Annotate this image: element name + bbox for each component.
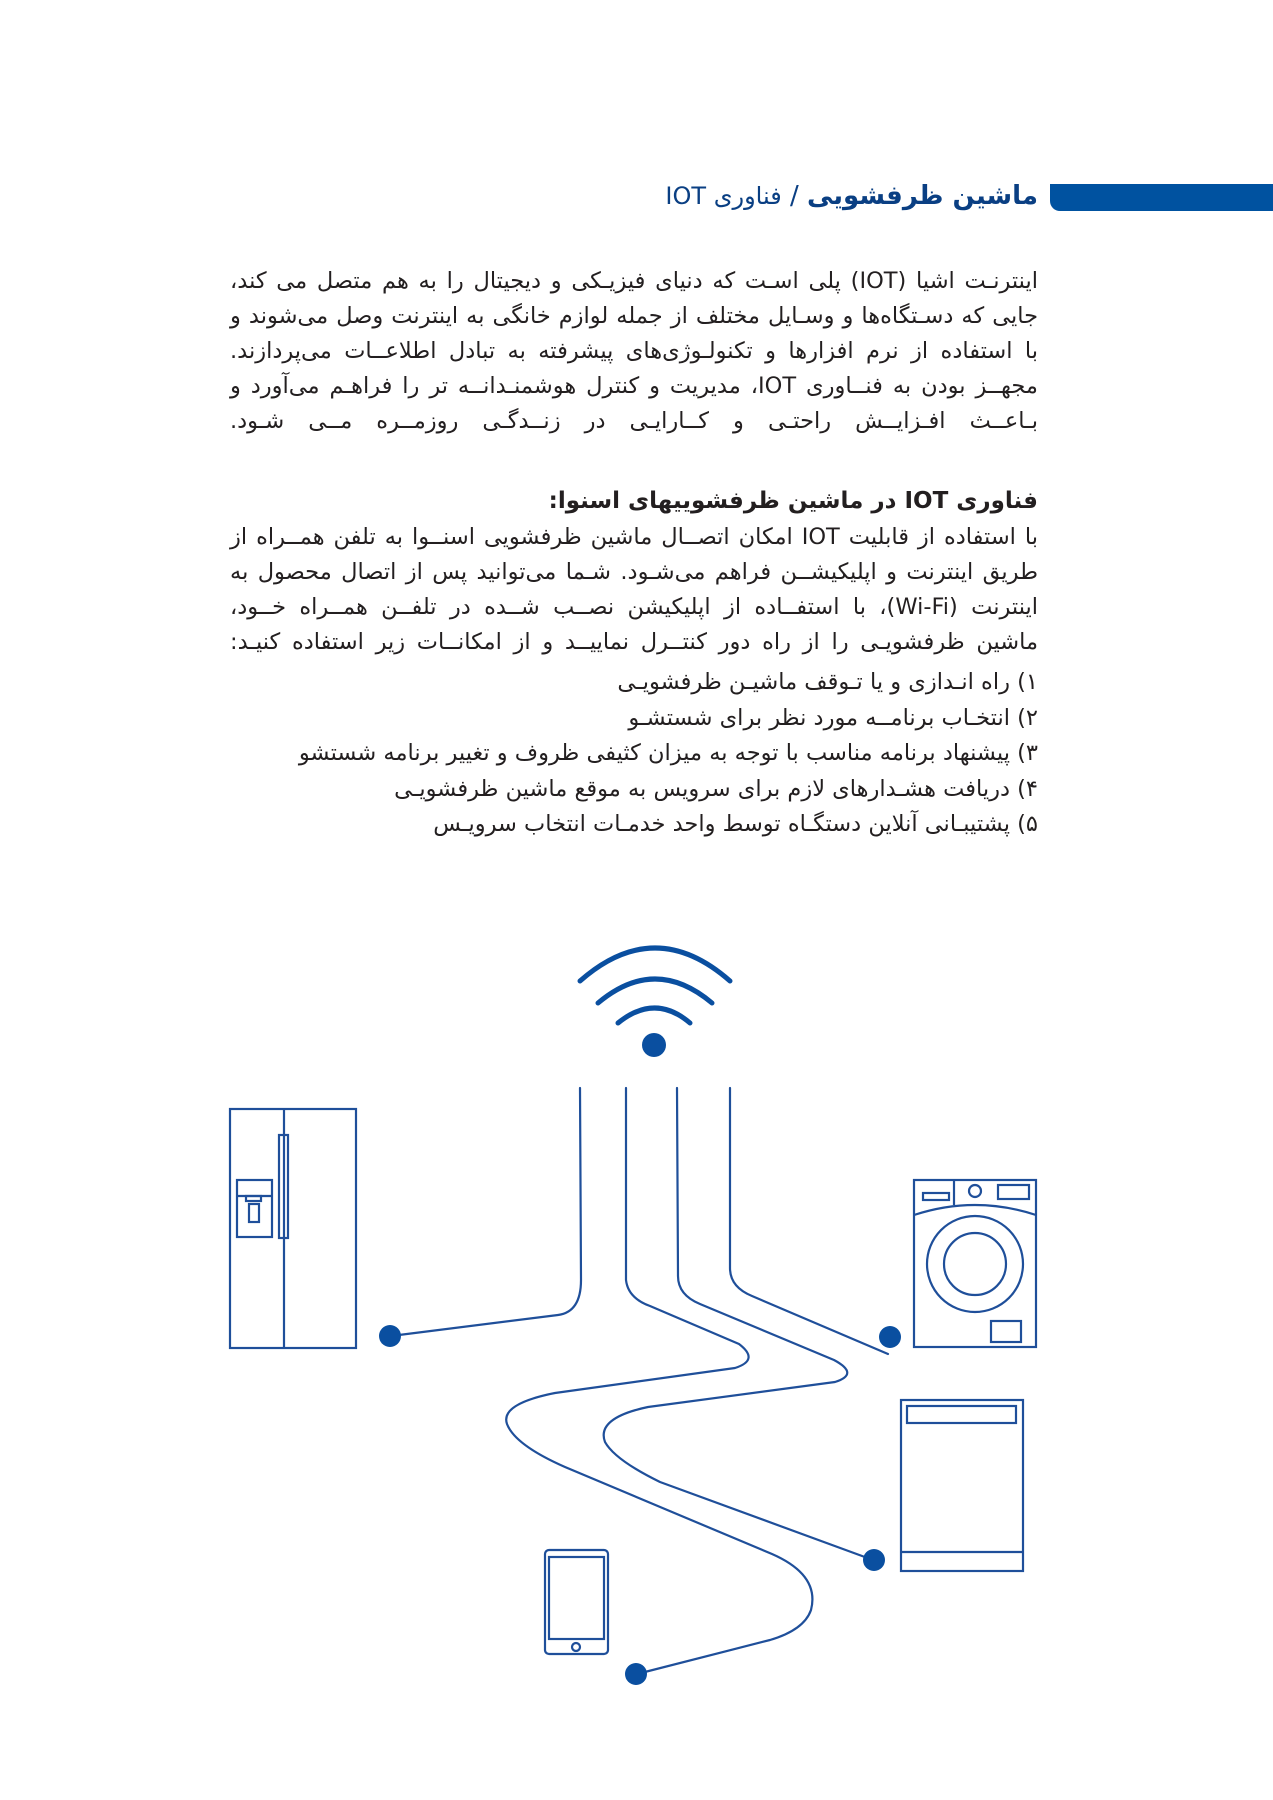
phone-connection-dot xyxy=(625,1663,647,1685)
page-title-sub: فناوری IOT xyxy=(665,182,782,210)
washing-machine-icon xyxy=(914,1180,1036,1347)
cable-to-dishwasher xyxy=(604,1088,873,1560)
washer-connection-dot xyxy=(879,1326,901,1348)
page-title xyxy=(665,176,1038,216)
feature-list xyxy=(299,665,1038,843)
title-accent-bar xyxy=(1050,184,1273,211)
wifi-icon xyxy=(580,948,730,1023)
wifi-dot xyxy=(642,1033,666,1057)
feature-item: ۱) راه انـدازی و یا تـوقف ماشیـن ظرفشویـی xyxy=(617,669,1038,695)
fridge-connection-dot xyxy=(379,1325,401,1347)
refrigerator-icon xyxy=(230,1109,356,1348)
iot-illustration xyxy=(0,900,1273,1700)
dishwasher-icon xyxy=(901,1400,1023,1571)
page-title-main: ماشین ظرفشویی xyxy=(806,181,1038,211)
cable-to-fridge xyxy=(391,1088,581,1336)
cable-to-washer xyxy=(730,1088,888,1354)
smartphone-icon xyxy=(545,1550,608,1654)
section-heading: فناوری IOT در ماشین ظرفشوییهای اسنوا: xyxy=(548,488,1038,514)
cable-to-phone xyxy=(506,1088,812,1674)
feature-item: ۲) انتخـاب برنامــه مورد نظر برای شستشـو xyxy=(628,704,1038,731)
feature-item: ۴) دریافت هشـدارهای لازم برای سرویس به موقع ماشین ظرفشویـی xyxy=(394,775,1038,802)
dishwasher-connection-dot xyxy=(863,1549,885,1571)
feature-item: ۵) پشتیبـانی آنلاین دستگـاه توسط واحد خدمـات انتخاب سرویـس xyxy=(433,811,1038,837)
intro-paragraph: اینترنـت اشیا (IOT) پلی اسـت که دنیای فیزیـکی و دیجیتال را به هم متصل می کند، جایی که دسـتگاه‌ها و وسـایل مختلف از جمله لوازم خانگی به اینترنت وصل می‌شوند و با استفاده از نرم افزارها و تکنولـوژی‌های پیشرفته به تبادل اطلاعــات می‌پردازند. مجهــز بودن به فنــاوری IOT، مدیریت و کنترل هوشمنـدانــه تر را فراهـم می‌آورد و بـاعــث افـزایــش راحتـی و کــارایـی در زنــدگـی روزمــره مــی شـود. xyxy=(230,268,1038,434)
page-title-separator: / xyxy=(789,181,799,211)
section-paragraph: با استفاده از قابلیت IOT امکان اتصــال ماشین ظرفشویی اسنــوا به تلفن همــراه از طریق اینترنت و اپلیکیشــن فراهم می‌شـود. شـما می‌توانید پس از اتصال محصول به اینترنت (Wi-Fi)، با استفــاده از اپلیکیشن نصــب شــده در تلفــن همــراه خــود، ماشین ظرفشویـی را از راه دور کنتــرل نماییــد و از امکانــات زیر استفاده کنیـد: xyxy=(230,524,1039,655)
feature-item: ۳) پیشنهاد برنامه مناسب با توجه به میزان کثیفی ظروف و تغییر برنامه شستشو xyxy=(298,740,1038,766)
